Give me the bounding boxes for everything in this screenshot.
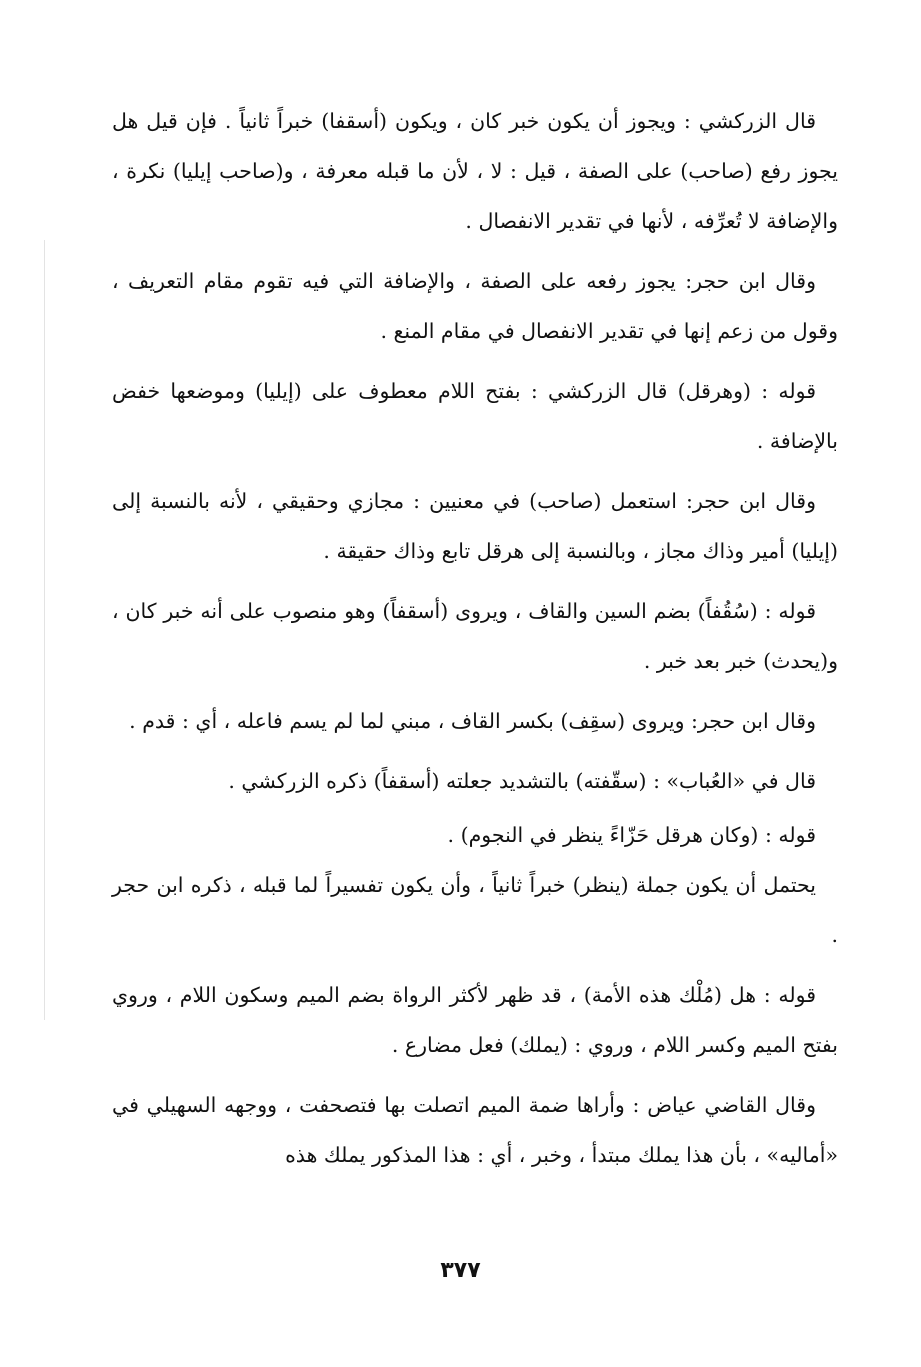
paragraph-10: قوله : هل (مُلْك هذه الأمة) ، قد ظهر لأكثر الرواة بضم الميم وسكون اللام ، وروي بفتح الميم وكسر اللام ، وروي : (يملك) فعل مضارع . <box>112 983 838 1057</box>
page-number: ٣٧٧ <box>440 1258 481 1283</box>
paragraph-11: وقال القاضي عياض : وأراها ضمة الميم اتصلت بها فتصحفت ، ووجهه السهيلي في «أماليه» ، بأن هذا يملك مبتدأ ، وخبر ، أي : هذا المذكور يملك هذه <box>112 1093 838 1167</box>
paragraph-5: قوله : (سُقُفاً) بضم السين والقاف ، ويروى (أسقفاً) وهو منصوب على أنه خبر كان ، و(يحدث) خبر بعد خبر . <box>112 599 838 673</box>
body-text <box>112 96 838 1180</box>
paragraph-3: قوله : (وهرقل) قال الزركشي : بفتح اللام معطوف على (إيليا) وموضعها خفض بالإضافة . <box>112 379 838 453</box>
paragraph-9: يحتمل أن يكون جملة (ينظر) خبراً ثانياً ، وأن يكون تفسيراً لما قبله ، ذكره ابن حجر . <box>112 873 838 947</box>
paragraph-6: وقال ابن حجر: ويروى (سقِف) بكسر القاف ، مبني لما لم يسم فاعله ، أي : قدم . <box>129 709 816 733</box>
paragraph-2: وقال ابن حجر: يجوز رفعه على الصفة ، والإضافة التي فيه تقوم مقام التعريف ، وقول من زعم إنها في تقدير الانفصال في مقام المنع . <box>112 269 838 343</box>
paragraph-7: قال في «العُباب» : (سقّفته) بالتشديد جعلته (أسقفاً) ذكره الزركشي . <box>228 769 816 793</box>
paragraph-8: قوله : (وكان هرقل حَزّاءً ينظر في النجوم) . <box>447 823 816 847</box>
margin-rule <box>44 240 45 1020</box>
paragraph-4: وقال ابن حجر: استعمل (صاحب) في معنيين : مجازي وحقيقي ، لأنه بالنسبة إلى (إيليا) أمير وذاك مجاز ، وبالنسبة إلى هرقل تابع وذاك حقيقة . <box>112 489 838 563</box>
paragraph-1: قال الزركشي : ويجوز أن يكون خبر كان ، ويكون (أسقفا) خبراً ثانياً . فإن قيل هل يجوز رفع (صاحب) على الصفة ، قيل : لا ، لأن ما قبله معرفة ، و(صاحب إيليا) نكرة ، والإضافة لا تُعرِّفه ، لأنها في تقدير الانفصال . <box>112 109 838 233</box>
